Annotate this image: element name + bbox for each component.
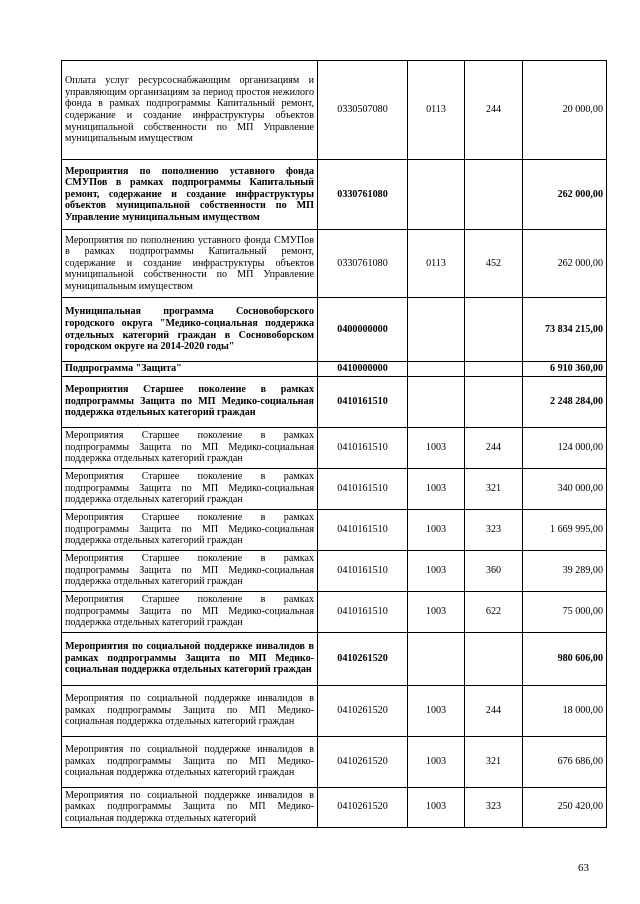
row-code: 0410161510: [318, 468, 408, 509]
row-type: 244: [465, 61, 523, 160]
row-section: 0113: [408, 61, 465, 160]
row-section: 1003: [408, 427, 465, 468]
row-code: 0410161510: [318, 427, 408, 468]
row-code: 0410000000: [318, 362, 408, 377]
row-section: [408, 298, 465, 362]
table-row: [62, 509, 607, 550]
row-code: 0330761080: [318, 160, 408, 230]
row-type: 321: [465, 736, 523, 787]
row-name: Мероприятия Старшее поколение в рамках подпрограммы Защита по МП Медико-социальная поддержка отдельных категорий граждан: [62, 591, 318, 632]
row-name: Оплата услуг ресурсоснабжающим организациям и управляющим организациям за период простоя нежилого фонда в рамках подпрограммы Капитальный ремонт, содержание и создание инфраструктуры объектов муниципальной собственности по МП Управление муниципальным имуществом: [62, 61, 318, 160]
row-code: 0410261520: [318, 685, 408, 736]
row-amount: 262 000,00: [523, 230, 607, 298]
row-amount: 6 910 360,00: [523, 362, 607, 377]
table-row: [62, 685, 607, 736]
row-name: Мероприятия Старшее поколение в рамках подпрограммы Защита по МП Медико-социальная поддержка отдельных категорий граждан: [62, 376, 318, 427]
row-name: Мероприятия по пополнению уставного фонда СМУПов в рамках подпрограммы Капитальный ремонт, содержание и создание инфраструктуры объектов муниципальной собственности по МП Управление муниципальным имуществом: [62, 160, 318, 230]
row-type: 360: [465, 550, 523, 591]
row-amount: 73 834 215,00: [523, 298, 607, 362]
row-code: 0410261520: [318, 787, 408, 827]
row-type: [465, 362, 523, 377]
row-section: 1003: [408, 468, 465, 509]
table-row: [62, 376, 607, 427]
row-type: 452: [465, 230, 523, 298]
row-section: 0113: [408, 230, 465, 298]
row-amount: 124 000,00: [523, 427, 607, 468]
row-amount: 980 606,00: [523, 632, 607, 685]
row-section: 1003: [408, 736, 465, 787]
row-type: 323: [465, 509, 523, 550]
row-code: 0330507080: [318, 61, 408, 160]
table-row: [62, 736, 607, 787]
page-number: 63: [578, 862, 589, 874]
row-code: 0410261520: [318, 736, 408, 787]
row-type: [465, 160, 523, 230]
table-row: [62, 632, 607, 685]
row-name: Мероприятия по социальной поддержке инвалидов в рамках подпрограммы Защита по МП Медико-социальная поддержка отдельных категорий граждан: [62, 736, 318, 787]
row-name: Мероприятия по социальной поддержке инвалидов в рамках подпрограммы Защита по МП Медико-социальная поддержка отдельных категорий граждан: [62, 632, 318, 685]
row-code: 0410261520: [318, 632, 408, 685]
table-row: [62, 160, 607, 230]
table-row: [62, 230, 607, 298]
row-code: 0410161510: [318, 509, 408, 550]
row-section: 1003: [408, 685, 465, 736]
row-amount: 2 248 284,00: [523, 376, 607, 427]
row-name: Подпрограмма "Защита": [62, 362, 318, 377]
row-code: 0410161510: [318, 376, 408, 427]
row-type: [465, 376, 523, 427]
row-code: 0410161510: [318, 591, 408, 632]
row-name: Мероприятия Старшее поколение в рамках подпрограммы Защита по МП Медико-социальная поддержка отдельных категорий граждан: [62, 427, 318, 468]
row-amount: 676 686,00: [523, 736, 607, 787]
row-code: 0330761080: [318, 230, 408, 298]
row-type: 323: [465, 787, 523, 827]
row-name: Мероприятия Старшее поколение в рамках подпрограммы Защита по МП Медико-социальная поддержка отдельных категорий граждан: [62, 550, 318, 591]
table-row: [62, 550, 607, 591]
table-row: [62, 362, 607, 377]
row-amount: 18 000,00: [523, 685, 607, 736]
row-amount: 250 420,00: [523, 787, 607, 827]
budget-table-body: [62, 61, 607, 828]
row-amount: 262 000,00: [523, 160, 607, 230]
table-row: [62, 591, 607, 632]
row-type: 244: [465, 427, 523, 468]
row-name: Мероприятия Старшее поколение в рамках подпрограммы Защита по МП Медико-социальная поддержка отдельных категорий граждан: [62, 509, 318, 550]
row-amount: 20 000,00: [523, 61, 607, 160]
row-type: 244: [465, 685, 523, 736]
row-code: 0410161510: [318, 550, 408, 591]
row-section: [408, 362, 465, 377]
row-amount: 340 000,00: [523, 468, 607, 509]
table-row: [62, 427, 607, 468]
row-name: Мероприятия по социальной поддержке инвалидов в рамках подпрограммы Защита по МП Медико-социальная поддержка отдельных категорий граждан: [62, 685, 318, 736]
row-type: 321: [465, 468, 523, 509]
row-section: [408, 160, 465, 230]
budget-table: [61, 60, 607, 828]
row-type: [465, 298, 523, 362]
row-type: 622: [465, 591, 523, 632]
row-name: Мероприятия по пополнению уставного фонда СМУПов в рамках подпрограммы Капитальный ремонт, содержание и создание инфраструктуры объектов муниципальной собственности по МП Управление муниципальным имуществом: [62, 230, 318, 298]
row-amount: 39 289,00: [523, 550, 607, 591]
row-section: [408, 376, 465, 427]
row-section: 1003: [408, 591, 465, 632]
row-section: 1003: [408, 550, 465, 591]
row-section: 1003: [408, 509, 465, 550]
table-row: [62, 61, 607, 160]
row-type: [465, 632, 523, 685]
row-amount: 75 000,00: [523, 591, 607, 632]
table-row: [62, 468, 607, 509]
row-name: Мероприятия Старшее поколение в рамках подпрограммы Защита по МП Медико-социальная поддержка отдельных категорий граждан: [62, 468, 318, 509]
table-row: [62, 787, 607, 827]
row-section: 1003: [408, 787, 465, 827]
table-row: [62, 298, 607, 362]
row-code: 0400000000: [318, 298, 408, 362]
row-name: Муниципальная программа Сосновоборского городского округа "Медико-социальная поддержка отдельных категорий граждан в Сосновоборском городском округе на 2014-2020 годы": [62, 298, 318, 362]
row-amount: 1 669 995,00: [523, 509, 607, 550]
row-name: Мероприятия по социальной поддержке инвалидов в рамках подпрограммы Защита по МП Медико-социальная поддержка отдельных категорий: [62, 787, 318, 827]
row-section: [408, 632, 465, 685]
